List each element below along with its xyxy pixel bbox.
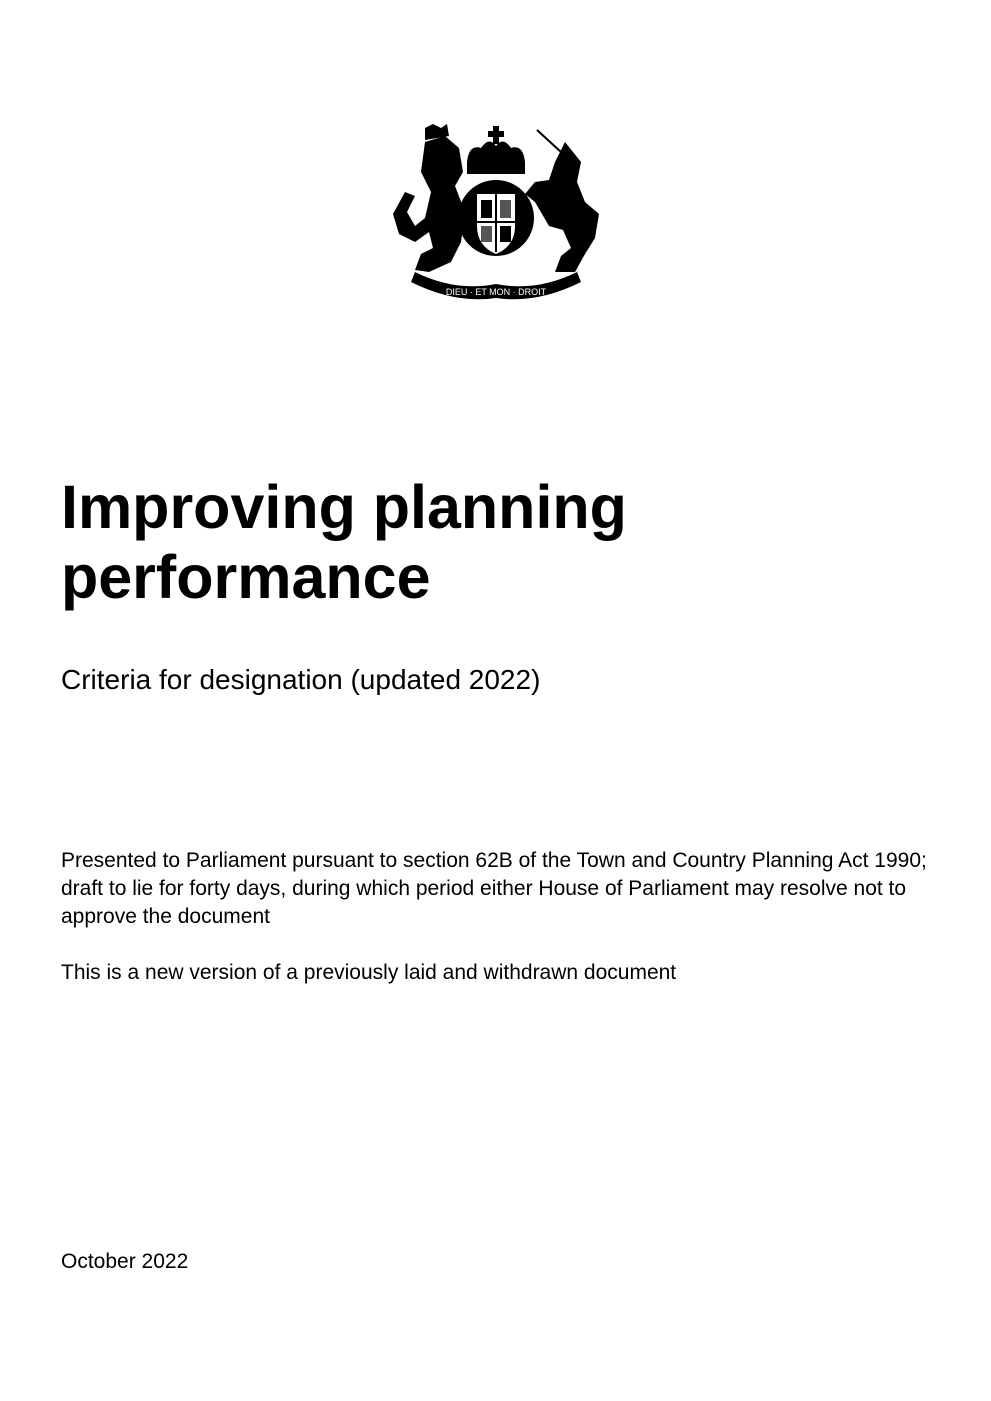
royal-coat-of-arms-icon — [385, 122, 607, 300]
version-note: This is a new version of a previously laid and withdrawn document — [61, 961, 677, 984]
svg-text:DIEU · ET MON · DROIT: DIEU · ET MON · DROIT — [445, 287, 547, 297]
document-title: Improving planning performance — [61, 473, 627, 611]
presentation-statement: Presented to Parliament pursuant to section 62B of the Town and Country Planning Act 1990; draft to lie for forty days, during which period either House of Parliament may resolve not to approve the document — [61, 849, 927, 928]
document-subtitle: Criteria for designation (updated 2022) — [61, 664, 541, 695]
publication-date: October 2022 — [61, 1250, 189, 1273]
